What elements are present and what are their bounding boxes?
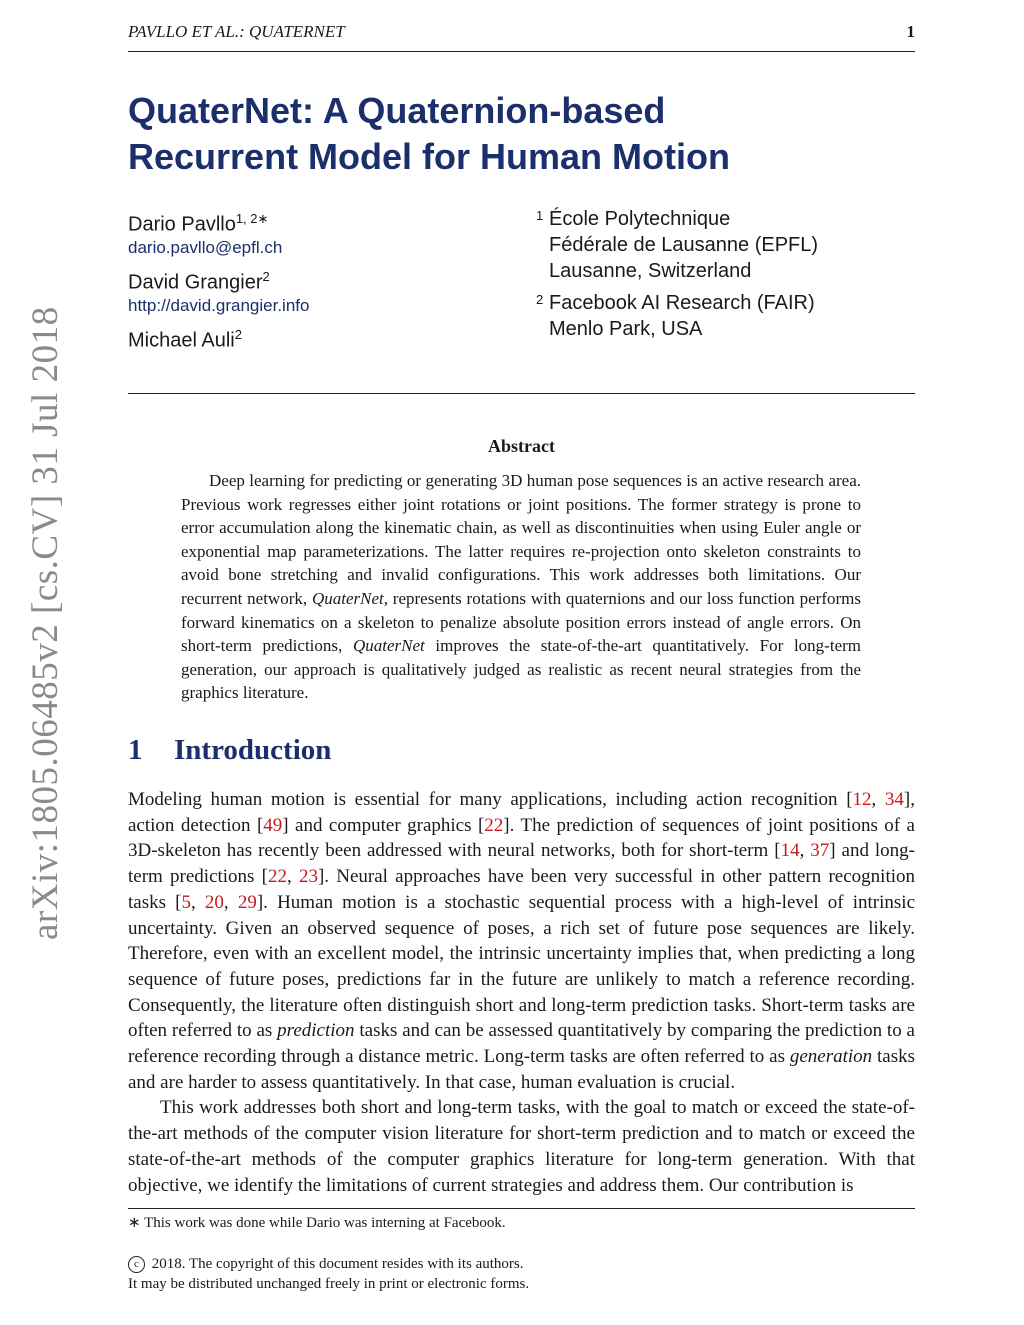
paper-title	[128, 88, 828, 180]
affiliation-1-line: Lausanne, Switzerland	[549, 260, 752, 282]
abstract-heading: Abstract	[488, 436, 555, 456]
affiliation-list	[536, 206, 818, 342]
citation-link[interactable]: 12	[852, 789, 872, 810]
author-name: Dario Pavllo$^{1, 2∗}$	[128, 211, 269, 236]
title-line-2: Recurrent Model for Human Motion	[128, 136, 730, 177]
author-name: David Grangier$^2$	[128, 269, 270, 294]
author-website-link[interactable]: http://david.grangier.info	[128, 296, 310, 315]
citation-link[interactable]: 22	[484, 814, 504, 836]
citation-link[interactable]: 22	[268, 866, 287, 888]
title-line-1: QuaterNet: A Quaternion-based	[128, 90, 666, 131]
running-title: PAVLLO ET AL.: QUATERNET	[128, 22, 345, 41]
citation-link[interactable]: 14	[780, 840, 800, 862]
author-email-link[interactable]: dario.pavllo@epfl.ch	[128, 238, 283, 257]
footnote-star: ∗ This work was done while Dario was interning at Facebook.	[128, 1215, 506, 1231]
section-title: Introduction	[174, 734, 332, 766]
citation-link[interactable]: 49	[263, 814, 283, 836]
author-name: Michael Auli$^2$	[128, 327, 242, 352]
author-list	[128, 206, 310, 352]
title-block-rule	[128, 393, 915, 394]
citation-link[interactable]: 37	[810, 840, 830, 862]
citation-link[interactable]: 29	[237, 891, 257, 913]
intro-paragraph-2: This work addresses both short and long-term tasks, with the goal to match or exceed the state-of-the-art methods of the computer vision literature for short-term prediction and to match or exceed the state-of-the-art methods of the computer graphics literature for long-term generation. With that objective, we identify the limitations of current strategies and address them. Our contribution is	[128, 1097, 915, 1196]
citation-link[interactable]: 34	[884, 789, 904, 810]
affiliation-2-line: Menlo Park, USA	[549, 318, 703, 340]
copyright-notice: c 2018. The copyright of this document resides with its authors.	[128, 1254, 915, 1274]
section-number: 1	[128, 734, 143, 766]
abstract-body: Deep learning for predicting or generating 3D human pose sequences is an active research area. Previous work regresses either joint rotations or joint positions. The former strategy is prone to error accumulation along the kinematic chain, as well as discontinuities when using Euler angle or exponential map parameterizations. The latter requires re-projection onto skeleton constraints to avoid bone stretching and invalid configurations. This work addresses both limitations. Our recurrent network, QuaterNet, represents rotations with quaternions and our loss function performs forward kinematics on a skeleton to penalize absolute position errors instead of angle errors. On short-term predictions, QuaterNet improves the state-of-the-art quantitatively. For long-term generation, our approach is qualitatively judged as realistic as recent neural strategies from the graphics literature.	[181, 471, 861, 703]
citation-link[interactable]: 5	[181, 891, 191, 913]
arxiv-identifier: arXiv:1805.06485v2 [cs.CV] 31 Jul 2018	[25, 306, 66, 940]
distribution-notice: It may be distributed unchanged freely in print or electronic forms.	[128, 1276, 530, 1292]
citation-link[interactable]: 20	[204, 891, 224, 913]
section-heading	[128, 734, 331, 767]
citation-link[interactable]: 23	[298, 866, 318, 888]
header-rule	[128, 51, 915, 52]
footnote-rule	[128, 1208, 915, 1209]
affiliation-1-line: Fédérale de Lausanne (EPFL)	[549, 234, 819, 256]
intro-paragraph-1: Modeling human motion is essential for many applications, including action recognition [12, 34], action detection [49] and computer graphics [22]. The prediction of sequences of joint positions of a 3D-skeleton has recently been addressed with neural networks, both for short-term [14, 37] and long-term predictions [22, 23]. Neural approaches have been very successful in other pattern recognition tasks [5, 20, 29]. Human motion is a stochastic sequential process with a high-level of intrinsic uncertainty. Given an observed sequence of poses, a rich set of future pose sequences are likely. Therefore, even with an excellent model, the intrinsic uncertainty implies that, when predicting a long sequence of future poses, predictions far in the future are unlikely to match a reference recording. Consequently, the literature often distinguish short and long-term prediction tasks. Short-term tasks are often referred to as prediction tasks and can be assessed quantitatively by comparing the prediction to a reference recording through a distance metric. Long-term tasks are often referred to as generation tasks and are harder to assess quantitatively. In that case, human evaluation is crucial.	[128, 789, 916, 1093]
copyright-icon: c	[128, 1256, 145, 1273]
affiliation-2-line: 2 Facebook AI Research (FAIR)	[536, 292, 815, 314]
affiliation-1-line: 1 École Polytechnique	[536, 208, 731, 230]
introduction-body	[128, 787, 915, 1198]
running-header	[128, 22, 915, 42]
footnote-marker: ∗	[128, 1215, 141, 1231]
page-number: 1	[906, 22, 915, 41]
